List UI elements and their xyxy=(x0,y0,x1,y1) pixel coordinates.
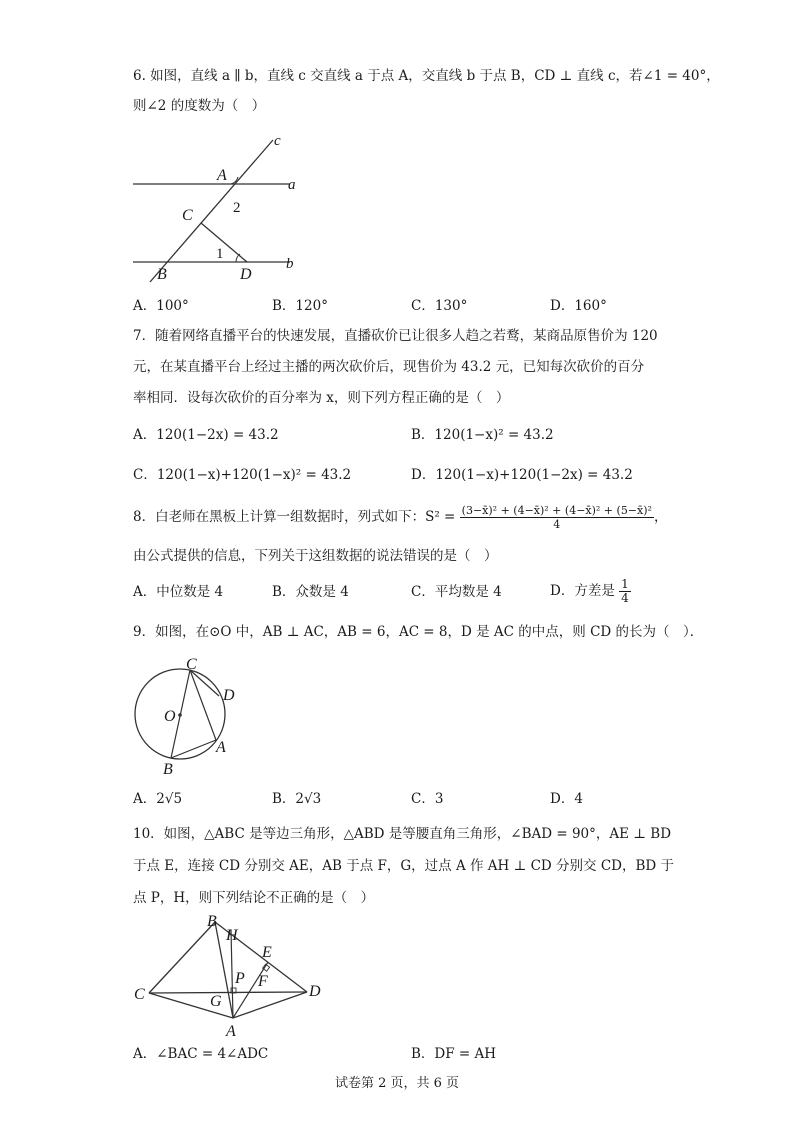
q6-option-d: D．160° xyxy=(550,298,607,314)
q9-label-D: D xyxy=(223,687,235,704)
q10-label-C: C xyxy=(134,986,145,1003)
q8-option-d-fraction xyxy=(619,578,631,605)
page-footer: 试卷第 2 页，共 6 页 xyxy=(334,1076,460,1091)
q10-stem-line3: 点 P，H，则下列结论不正确的是（ ） xyxy=(133,890,375,906)
q8-option-d-text: D．方差是 xyxy=(550,583,615,599)
q6-stem-line1: 6. 如图，直线 a ∥ b，直线 c 交直线 a 于点 A，交直线 b 于点 B，CD ⊥ 直线 c，若∠1 = 40°， xyxy=(133,68,720,84)
q9-option-d: D．4 xyxy=(550,791,583,807)
q10-figure xyxy=(130,912,330,1040)
q7-stem-line2: 元，在某直播平台上经过主播的两次砍价后，现售价为 43.2 元，已知每次砍价的百分 xyxy=(133,359,645,375)
q9-label-B: B xyxy=(163,761,173,778)
q6-label-c: c xyxy=(274,133,281,149)
q8-option-d-numerator: 1 xyxy=(621,577,629,591)
q10-option-a: A．∠BAC = 4∠ADC xyxy=(133,1046,269,1062)
q6-option-c: C．130° xyxy=(411,298,468,314)
q6-label-C: C xyxy=(182,207,193,224)
q10-label-E: E xyxy=(262,944,272,961)
q10-label-A: A xyxy=(226,1023,236,1040)
q6-figure xyxy=(130,132,305,284)
q6-label-b: b xyxy=(286,256,294,272)
q8-stem-suffix: ， xyxy=(653,509,668,525)
q8-option-d xyxy=(550,574,631,608)
q10-stem-line1: 10．如图，△ABC 是等边三角形，△ABD 是等腰直角三角形，∠BAD = 90°，AE ⊥ BD xyxy=(133,826,672,842)
q6-option-a: A．100° xyxy=(133,298,189,314)
q8-fraction-numerator: (3−x̄)² + (4−x̄)² + (4−x̄)² + (5−x̄)² xyxy=(461,504,652,517)
q9-label-C: C xyxy=(186,656,197,673)
q8-stem-prefix: 8．白老师在黑板上计算一组数据时，列式如下：S² = xyxy=(133,509,456,525)
q10-label-G: G xyxy=(210,993,222,1010)
q10-label-F: F xyxy=(258,973,268,990)
q9-label-O: O xyxy=(164,708,176,725)
q8-option-a: A．中位数是 4 xyxy=(133,584,224,600)
q6-stem-line2: 则∠2 的度数为（ ） xyxy=(133,98,266,114)
q10-label-H: H xyxy=(226,927,238,944)
q10-option-b: B．DF = AH xyxy=(411,1046,497,1062)
q8-option-d-denominator: 4 xyxy=(621,591,629,605)
q8-variance-fraction xyxy=(460,504,654,531)
q9-option-c: C．3 xyxy=(411,791,444,807)
q7-stem-line3: 率相同．设每次砍价的百分率为 x，则下列方程正确的是（ ） xyxy=(133,390,510,406)
q10-label-P: P xyxy=(235,970,245,987)
q6-label-B: B xyxy=(157,266,167,283)
q10-label-D: D xyxy=(309,983,321,1000)
q6-label-1: 1 xyxy=(216,246,224,262)
q8-stem-line2: 由公式提供的信息，下列关于这组数据的说法错误的是（ ） xyxy=(133,548,498,564)
q10-label-B: B xyxy=(207,913,217,930)
q7-stem-line1: 7．随着网络直播平台的快速发展，直播砍价已让很多人趋之若鹜，某商品原售价为 120 xyxy=(133,328,658,344)
q8-fraction-denominator: 4 xyxy=(553,518,561,531)
q6-label-2: 2 xyxy=(233,200,241,216)
q7-option-c: C．120(1−x)+120(1−x)² = 43.2 xyxy=(133,467,352,483)
q8-option-b: B．众数是 4 xyxy=(272,584,349,600)
q7-option-b: B．120(1−x)² = 43.2 xyxy=(411,427,554,443)
q7-option-d: D．120(1−x)+120(1−2x) = 43.2 xyxy=(411,467,633,483)
q9-stem-line1: 9．如图，在⊙O 中，AB ⊥ AC，AB = 6，AC = 8，D 是 AC 的中点，则 CD 的长为（ ）． xyxy=(133,624,704,640)
q6-label-a: a xyxy=(288,177,296,193)
q8-option-c: C．平均数是 4 xyxy=(411,584,502,600)
q8-stem-line1 xyxy=(133,504,667,531)
q10-stem-line2: 于点 E，连接 CD 分别交 AE，AB 于点 F，G，过点 A 作 AH ⊥ CD 分别交 CD，BD 于 xyxy=(133,858,675,874)
q9-figure xyxy=(130,654,245,779)
q6-label-A: A xyxy=(217,167,227,184)
q9-label-A: A xyxy=(216,739,226,756)
q6-option-b: B．120° xyxy=(272,298,328,314)
q6-label-D: D xyxy=(240,266,252,283)
q9-option-b: B．2√3 xyxy=(272,791,322,807)
q7-option-a: A．120(1−2x) = 43.2 xyxy=(133,427,279,443)
q9-option-a: A．2√5 xyxy=(133,791,183,807)
